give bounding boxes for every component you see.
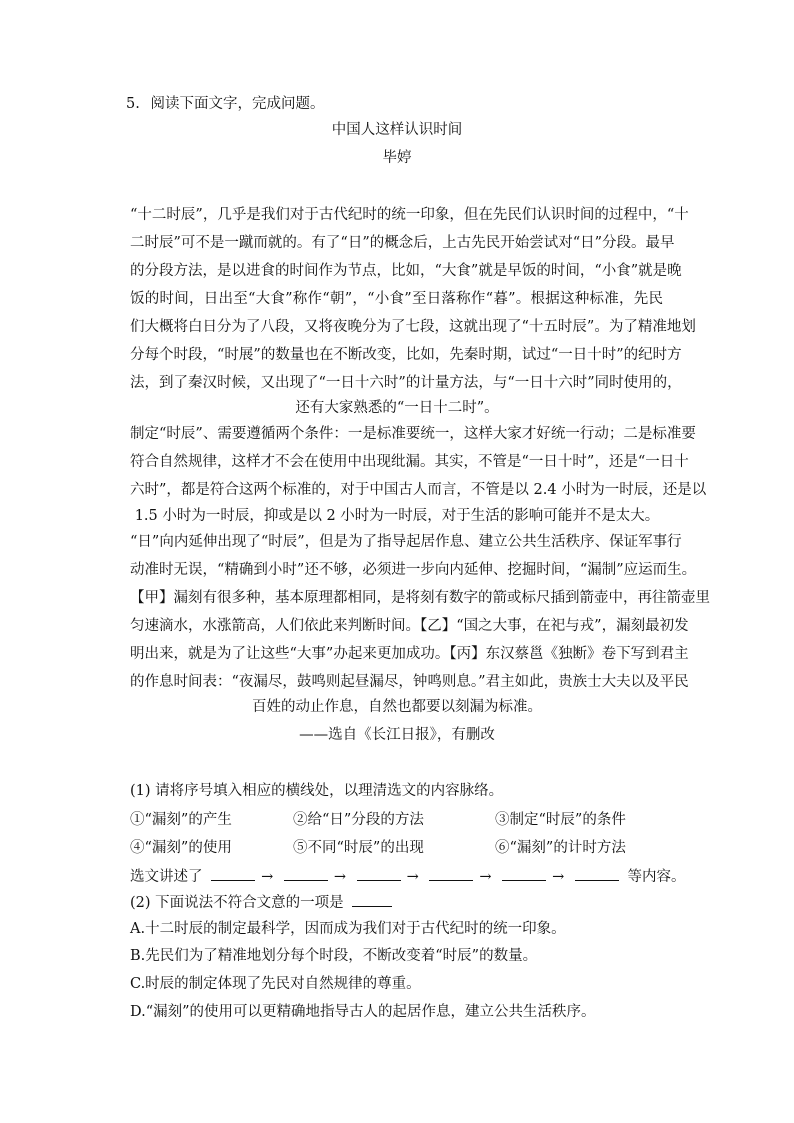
option-item: ⑥“漏刻”的计时方法 bbox=[495, 840, 626, 856]
article-line: 【甲】漏刻有很多种，基本原理都相同，是将刻有数字的箭或标尺插到箭壶中，再往箭壶里 bbox=[130, 590, 710, 606]
article-line: 六时”，都是符合这两个标准的，对于中国古人而言，不管是以 2.4 小时为一时辰，还是以 bbox=[130, 482, 707, 498]
option-item: ①“漏刻”的产生 bbox=[130, 812, 232, 828]
fill-suffix: 等内容。 bbox=[627, 869, 686, 885]
option-item: ⑤不同“时辰”的出现 bbox=[293, 840, 424, 856]
answer-blank-3[interactable] bbox=[357, 866, 401, 881]
option-item: ③制定“时辰”的条件 bbox=[495, 812, 626, 828]
sub2-answer-blank[interactable] bbox=[352, 892, 392, 907]
choice-item: A.十二时辰的制定最科学，因而成为我们对于古代纪时的统一印象。 bbox=[130, 921, 566, 937]
article-source: ——选自《长江日报》，有删改 bbox=[299, 727, 495, 743]
article-line: 符合自然规律，这样才不会在使用中出现纰漏。其实，不管是“一日十时”，还是“一日十 bbox=[130, 454, 689, 470]
article-line: 还有大家熟悉的“一日十二时”。 bbox=[295, 400, 499, 416]
article-line: “十二时辰”，几乎是我们对于古代纪时的统一印象，但在先民们认识时间的过程中，“十 bbox=[130, 207, 689, 223]
article-line: 们大概将白日分为了八段，又将夜晚分为了七段，这就出现了“十五时辰”。为了精准地划 bbox=[130, 319, 696, 335]
arrow-icon: → bbox=[261, 869, 274, 885]
answer-blank-5[interactable] bbox=[502, 866, 546, 881]
article-line: 分每个时段，“时展”的数量也在不断改变，比如，先秦时期，试过“一日十时”的纪时方 bbox=[130, 347, 682, 363]
arrow-icon: → bbox=[479, 869, 492, 885]
article-line: 二时辰”可不是一蹴而就的。有了“日”的概念后，上古先民开始尝试对“日”分段。最早 bbox=[130, 235, 675, 251]
question-header bbox=[126, 94, 324, 114]
sub2-prompt-line bbox=[130, 892, 396, 913]
arrow-icon: → bbox=[333, 869, 347, 885]
article-line: 的分段方法，是以进食的时间作为节点，比如，“大食”就是早饭的时间，“小食”就是晚 bbox=[130, 263, 682, 279]
arrow-icon: → bbox=[552, 869, 565, 885]
question-number: 5. bbox=[126, 96, 140, 112]
question-prompt: 阅读下面文字，完成问题。 bbox=[150, 96, 325, 112]
choice-item: C.时辰的制定体现了先民对自然规律的尊重。 bbox=[130, 976, 421, 992]
answer-blank-4[interactable] bbox=[429, 866, 473, 881]
article-line: 明出来，就是为了让这些“大事”办起来更加成功。【丙】东汉蔡邕《独断》卷下写到君主 bbox=[130, 646, 689, 662]
article-line: “日”向内延伸出现了“时辰”，但是为了指导起居作息、建立公共生活秩序、保证军事行 bbox=[130, 534, 682, 550]
sequence-fill-line bbox=[130, 866, 686, 887]
answer-blank-6[interactable] bbox=[575, 866, 619, 881]
article-line: 饭的时间，日出至“大食”称作“朝”，“小食”至日落称作“暮”。根据这种标准，先民 bbox=[130, 291, 663, 307]
fill-prefix: 选文讲述了 bbox=[130, 869, 203, 885]
answer-blank-1[interactable] bbox=[211, 866, 255, 881]
article-line: 制定“时辰”、需要遵循两个条件：一是标准要统一，这样大家才好统一行动；二是标准要 bbox=[130, 426, 696, 442]
option-item: ④“漏刻”的使用 bbox=[130, 840, 232, 856]
choice-item: B.先民们为了精准地划分每个时段，不断改变着“时辰”的数量。 bbox=[130, 948, 538, 964]
article-author: 毕婷 bbox=[382, 150, 412, 166]
answer-blank-2[interactable] bbox=[284, 866, 328, 881]
choice-item: D.“漏刻”的使用可以更精确地指导古人的起居作息，建立公共生活秩序。 bbox=[130, 1004, 596, 1020]
sub1-prompt: (1) 请将序号填入相应的横线处，以理清选文的内容脉络。 bbox=[130, 783, 504, 799]
article-line: 法，到了秦汉时候，又出现了“一日十六时”的计量方法，与“一日十六时”同时使用的， bbox=[130, 375, 682, 391]
option-item: ②给“日”分段的方法 bbox=[293, 812, 424, 828]
article-line: 1.5 小时为一时辰，抑或是以 2 小时为一时辰，对于生活的影响可能并不是太大。 bbox=[134, 508, 660, 524]
arrow-icon: → bbox=[406, 869, 419, 885]
article-line: 的作息时间表：“夜漏尽，鼓鸣则起昼漏尽，钟鸣则息。”君主如此，贵族士大夫以及平民 bbox=[130, 674, 689, 690]
article-line: 百姓的动止作息，自然也都要以刻漏为标准。 bbox=[252, 699, 542, 715]
sub2-prompt: (2) 下面说法不符合文意的一项是 bbox=[130, 895, 344, 911]
article-line: 动准时无误，“精确到小时”还不够，必须进一步向内延伸、挖掘时间，“漏制”应运而生。 bbox=[130, 562, 697, 578]
article-line: 匀速滴水，水涨箭高，人们依此来判断时间。【乙】“国之大事，在祀与戎”，漏刻最初发 bbox=[130, 618, 689, 634]
article-title: 中国人这样认识时间 bbox=[331, 122, 463, 138]
